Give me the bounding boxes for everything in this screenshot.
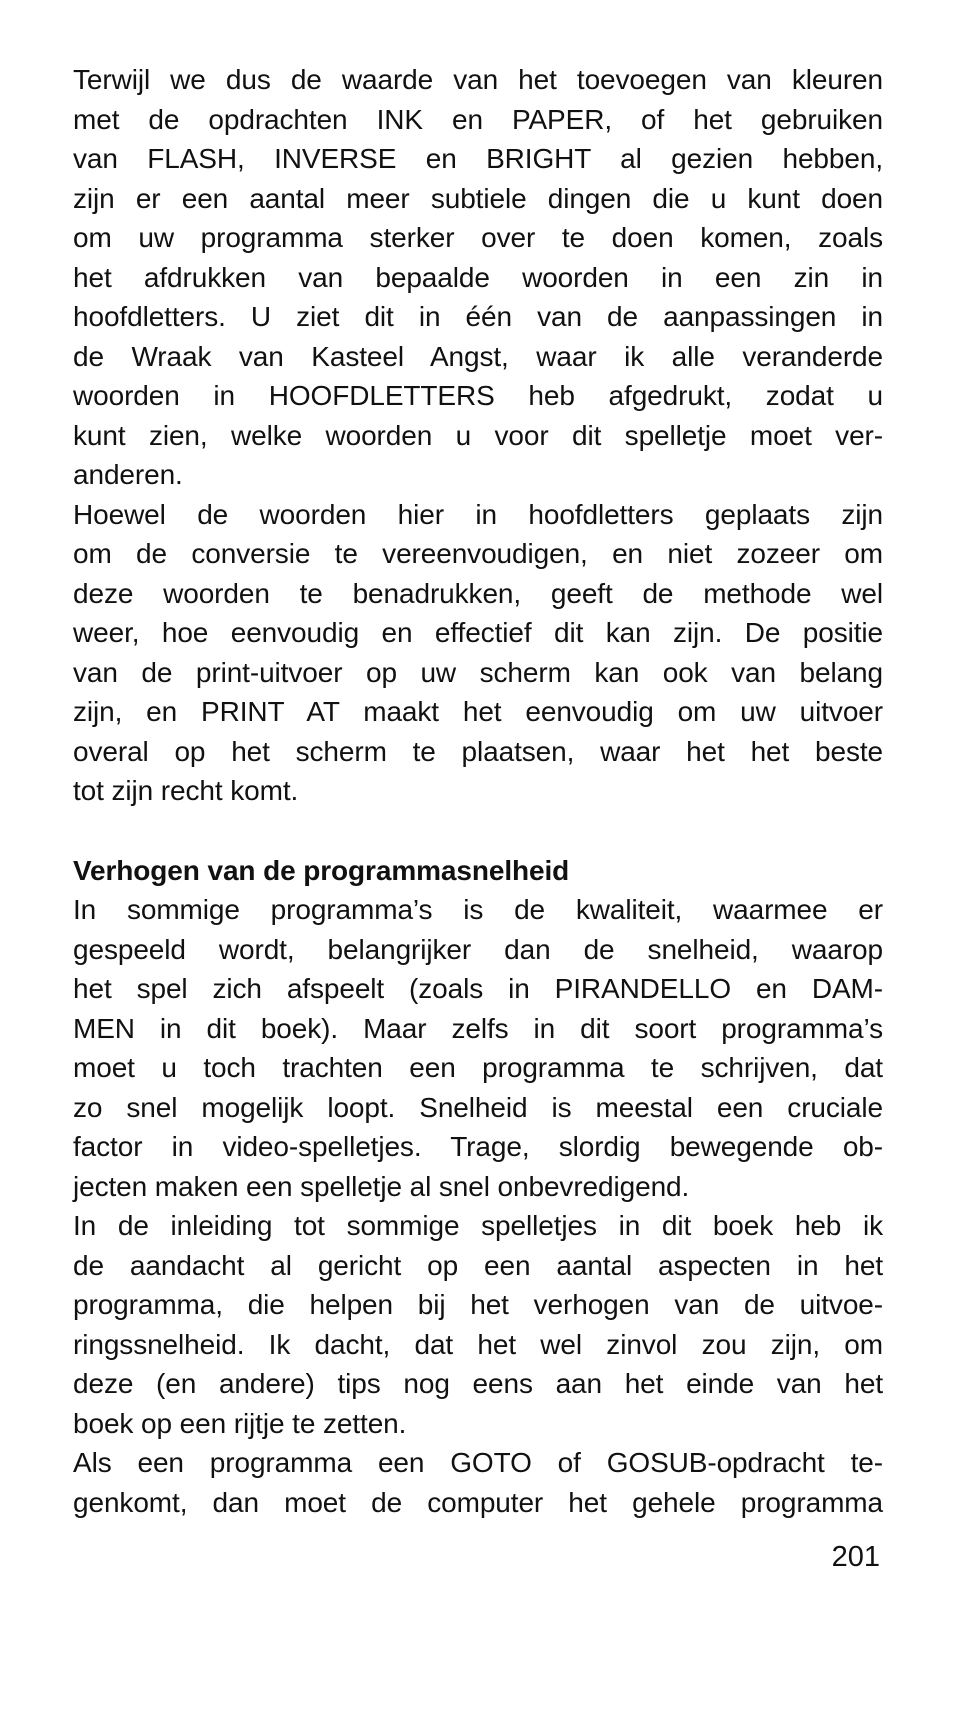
text-line: zijn er een aantal meer subtiele dingen die u kunt doen (73, 182, 883, 214)
text-line: moet u toch trachten een programma te schrijven, dat (73, 1052, 883, 1083)
text-line: kunt zien, welke woorden u voor dit spelletje moet ver- (73, 419, 883, 451)
text-line: om de conversie te vereenvoudigen, en niet zozeer om (73, 538, 883, 569)
text-line: tot zijn recht komt. (73, 775, 299, 806)
text-line: MEN in dit boek). Maar zelfs in dit soort programma’s (73, 1012, 883, 1044)
text-line: van FLASH, INVERSE en BRIGHT al gezien hebben, (73, 143, 883, 174)
text-line: boek op een rijtje te zetten. (73, 1407, 407, 1439)
text-line: om uw programma sterker over te doen komen, zoals (73, 222, 883, 253)
text-line: van de print-uitvoer op uw scherm kan ook van belang (73, 656, 883, 688)
text-line: weer, hoe eenvoudig en effectief dit kan zijn. De positie (73, 617, 883, 648)
paragraph-4 (73, 1206, 883, 1443)
text-line: jecten maken een spelletje al snel onbevredigend. (73, 1170, 690, 1202)
text-line: deze woorden te benadrukken, geeft de methode wel (73, 577, 883, 609)
text-line: gespeeld wordt, belangrijker dan de snelheid, waarop (73, 933, 883, 965)
text-line: In sommige programma’s is de kwaliteit, waarmee er (73, 894, 883, 925)
text-line: woorden in HOOFDLETTERS heb afgedrukt, zodat u (73, 380, 883, 411)
paragraph-2 (73, 495, 883, 811)
text-line: programma, die helpen bij het verhogen van de uitvoe- (73, 1289, 883, 1320)
text-line: de Wraak van Kasteel Angst, waar ik alle veranderde (73, 340, 883, 372)
text-line: zo snel mogelijk loopt. Snelheid is meestal een cruciale (73, 1091, 883, 1123)
page-number: 201 (831, 1541, 880, 1573)
text-line: In de inleiding tot sommige spelletjes in dit boek heb ik (73, 1210, 883, 1241)
text-line: overal op het scherm te plaatsen, waar het het beste (73, 735, 883, 767)
text-line: hoofdletters. U ziet dit in één van de aanpassingen in (73, 301, 883, 332)
text-line: met de opdrachten INK en PAPER, of het gebruiken (73, 103, 883, 135)
text-line: anderen. (73, 459, 183, 490)
text-line: het afdrukken van bepaalde woorden in een zin in (73, 261, 883, 293)
text-line: Hoewel de woorden hier in hoofdletters geplaats zijn (73, 498, 883, 530)
section-heading: Verhogen van de programmasnelheid (73, 854, 570, 886)
text-line: het spel zich afspeelt (zoals in PIRANDELLO en DAM- (73, 973, 883, 1004)
body-text (73, 60, 883, 1522)
text-line: Als een programma een GOTO of GOSUB-opdracht te- (73, 1447, 883, 1478)
text-line: Terwijl we dus de waarde van het toevoegen van kleuren (73, 64, 883, 95)
text-line: factor in video-spelletjes. Trage, slordig bewegende ob- (73, 1131, 883, 1162)
text-line: de aandacht al gericht op een aantal aspecten in het (73, 1249, 883, 1281)
paragraph-1 (73, 60, 883, 495)
text-line: genkomt, dan moet de computer het gehele programma (73, 1486, 883, 1518)
paragraph-3 (73, 890, 883, 1206)
text-line: zijn, en PRINT AT maakt het eenvoudig om uw uitvoer (73, 696, 883, 727)
text-line: deze (en andere) tips nog eens aan het einde van het (73, 1368, 883, 1399)
text-line: ringssnelheid. Ik dacht, dat het wel zinvol zou zijn, om (73, 1328, 883, 1360)
paragraph-5 (73, 1443, 883, 1522)
